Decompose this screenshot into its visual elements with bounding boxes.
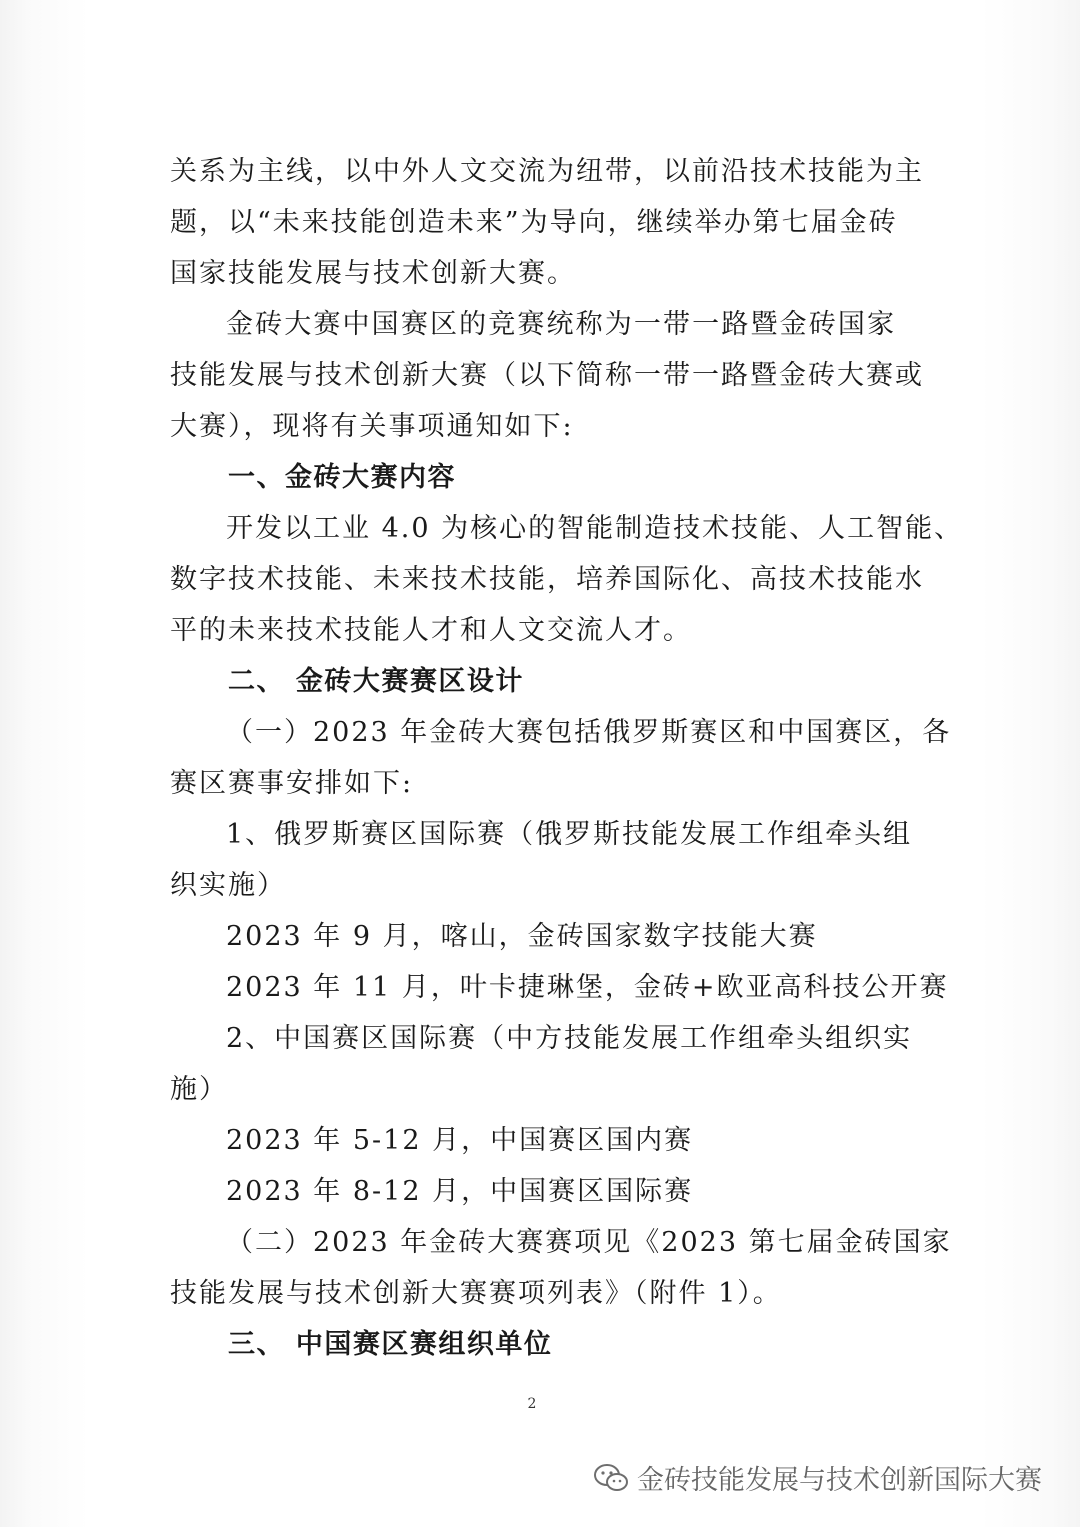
paragraph-line: （一）2023 年金砖大赛包括俄罗斯赛区和中国赛区，各 (226, 717, 952, 748)
paragraph-line: 1、俄罗斯赛区国际赛（俄罗斯技能发展工作组牵头组 (226, 819, 913, 850)
paragraph-line: 2023 年 9 月，喀山，金砖国家数字技能大赛 (226, 921, 818, 952)
paragraph-line: 赛区赛事安排如下: (170, 768, 414, 799)
paragraph-line: 2023 年 11 月，叶卡捷琳堡，金砖+欧亚高科技公开赛 (226, 972, 949, 1003)
section-heading: 三、 中国赛区赛组织单位 (228, 1329, 553, 1360)
watermark-text: 金砖技能发展与技术创新国际大赛 (637, 1465, 1042, 1496)
paragraph-line: 织实施） (170, 870, 286, 901)
paragraph-line: 数字技术技能、未来技术技能，培养国际化、高技术技能水 (170, 564, 924, 595)
paragraph-line: 2023 年 5-12 月，中国赛区国内赛 (226, 1125, 694, 1156)
paragraph-line: 题，以“未来技能创造未来”为导向，继续举办第七届金砖 (170, 207, 898, 238)
paragraph-line: （二）2023 年金砖大赛赛项见《2023 第七届金砖国家 (226, 1227, 952, 1258)
paragraph-line: 技能发展与技术创新大赛（以下简称一带一路暨金砖大赛或 (170, 360, 924, 391)
paragraph-line: 国家技能发展与技术创新大赛。 (170, 258, 576, 289)
paragraph-line: 施） (170, 1074, 228, 1105)
wechat-icon (593, 1463, 629, 1493)
paragraph-line: 关系为主线，以中外人文交流为纽带，以前沿技术技能为主 (170, 156, 924, 187)
section-heading: 一、金砖大赛内容 (228, 462, 456, 493)
paragraph-line: 2、中国赛区国际赛（中方技能发展工作组牵头组织实 (226, 1023, 913, 1054)
paragraph-line: 开发以工业 4.0 为核心的智能制造技术技能、人工智能、 (226, 513, 964, 544)
paragraph-line: 大赛），现将有关事项通知如下: (170, 411, 574, 442)
paragraph-line: 技能发展与技术创新大赛赛项列表》（附件 1）。 (170, 1278, 782, 1309)
paragraph-line: 平的未来技术技能人才和人文交流人才。 (170, 615, 692, 646)
wechat-watermark (593, 1458, 1042, 1497)
paragraph-line: 金砖大赛中国赛区的竞赛统称为一带一路暨金砖国家 (226, 309, 896, 340)
page-number: 2 (527, 1396, 537, 1412)
section-heading: 二、 金砖大赛赛区设计 (228, 666, 524, 697)
paragraph-line: 2023 年 8-12 月，中国赛区国际赛 (226, 1176, 694, 1207)
